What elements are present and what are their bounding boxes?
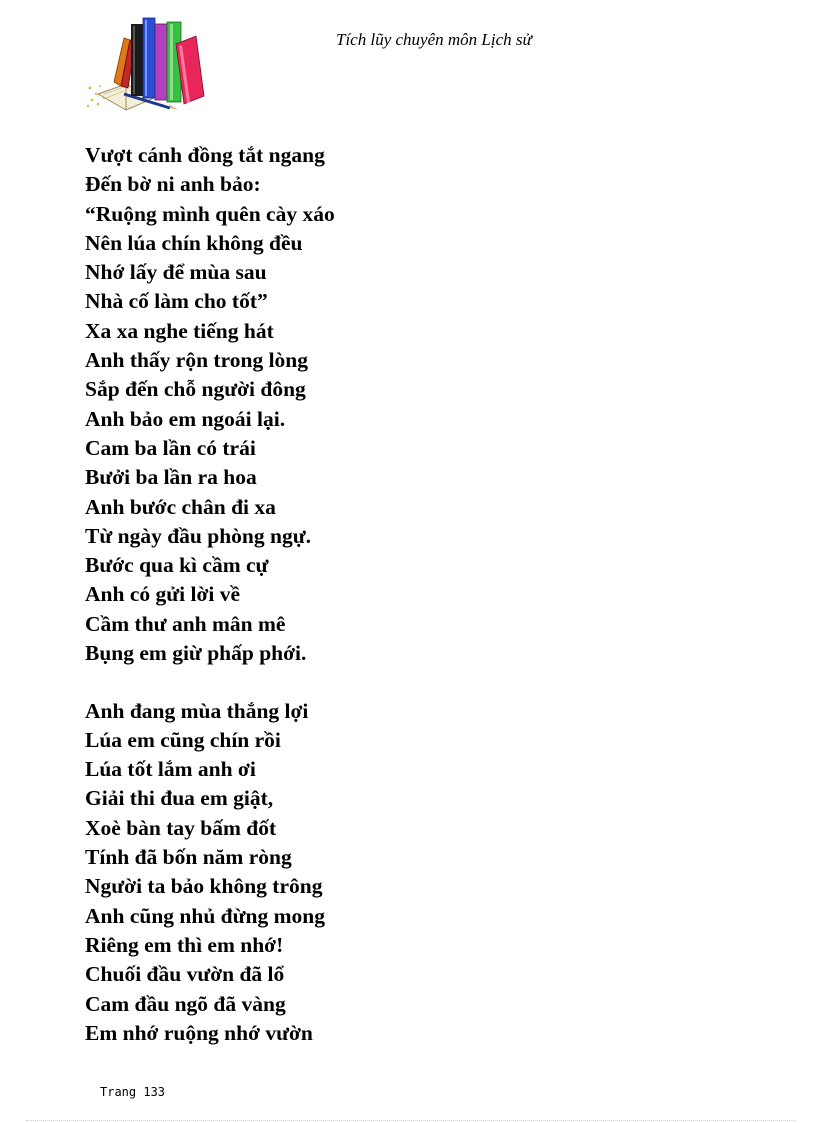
poem-line: Riêng em thì em nhớ! <box>85 932 284 957</box>
poem-body <box>85 141 335 1048</box>
poem-stanza <box>85 697 335 1049</box>
poem-line: Bưởi ba lần ra hoa <box>85 465 257 490</box>
poem-line: Nhà cố làm cho tốt” <box>85 289 268 314</box>
poem-line: Đến bờ ni anh bảo: <box>85 172 261 197</box>
poem-line: Từ ngày đầu phòng ngự. <box>85 523 311 548</box>
poem-line: Anh đang mùa thắng lợi <box>85 698 309 723</box>
footer-divider <box>26 1120 796 1121</box>
poem-line: Nên lúa chín không đều <box>85 230 303 255</box>
poem-line: Lúa em cũng chín rồi <box>85 727 281 752</box>
poem-line: Anh bảo em ngoái lại. <box>85 406 286 431</box>
poem-line: Xoè bàn tay bấm đốt <box>85 815 277 840</box>
poem-line: Bước qua kì cầm cự <box>85 553 269 578</box>
poem-line: Tính đã bốn năm ròng <box>85 845 292 870</box>
poem-line: Lúa tốt lắm anh ơi <box>85 757 256 782</box>
poem-line: Cam ba lần có trái <box>85 435 256 460</box>
poem-line: Chuối đầu vườn đã lổ <box>85 962 285 987</box>
poem-line: Anh thấy rộn trong lòng <box>85 348 309 373</box>
poem-line: Sắp đến chỗ người đông <box>85 377 306 402</box>
poem-line: Bụng em giừ phấp phới. <box>85 641 307 666</box>
poem-line: Vượt cánh đồng tắt ngang <box>85 143 325 167</box>
poem-line: Anh bước chân đi xa <box>85 494 276 519</box>
poem-line: Người ta bảo không trông <box>85 874 323 899</box>
poem-line: Giải thi đua em giật, <box>85 786 274 811</box>
books-icon <box>84 10 206 114</box>
poem-stanza <box>85 141 335 668</box>
poem-line: Cam đầu ngõ đã vàng <box>85 991 286 1016</box>
poem-line: Cầm thư anh mân mê <box>85 611 286 636</box>
page-header-title: Tích lũy chuyên môn Lịch sử <box>336 30 532 49</box>
poem-line: Anh có gửi lời về <box>85 582 241 607</box>
poem-line: Anh cũng nhủ đừng mong <box>85 903 325 928</box>
poem-line: Xa xa nghe tiếng hát <box>85 318 274 343</box>
poem-line: “Ruộng mình quên cày xáo <box>85 201 335 226</box>
page-number: Trang 133 <box>100 1085 166 1099</box>
poem-line: Em nhớ ruộng nhớ vườn <box>85 1020 313 1045</box>
poem-line: Nhớ lấy để mùa sau <box>85 260 267 285</box>
